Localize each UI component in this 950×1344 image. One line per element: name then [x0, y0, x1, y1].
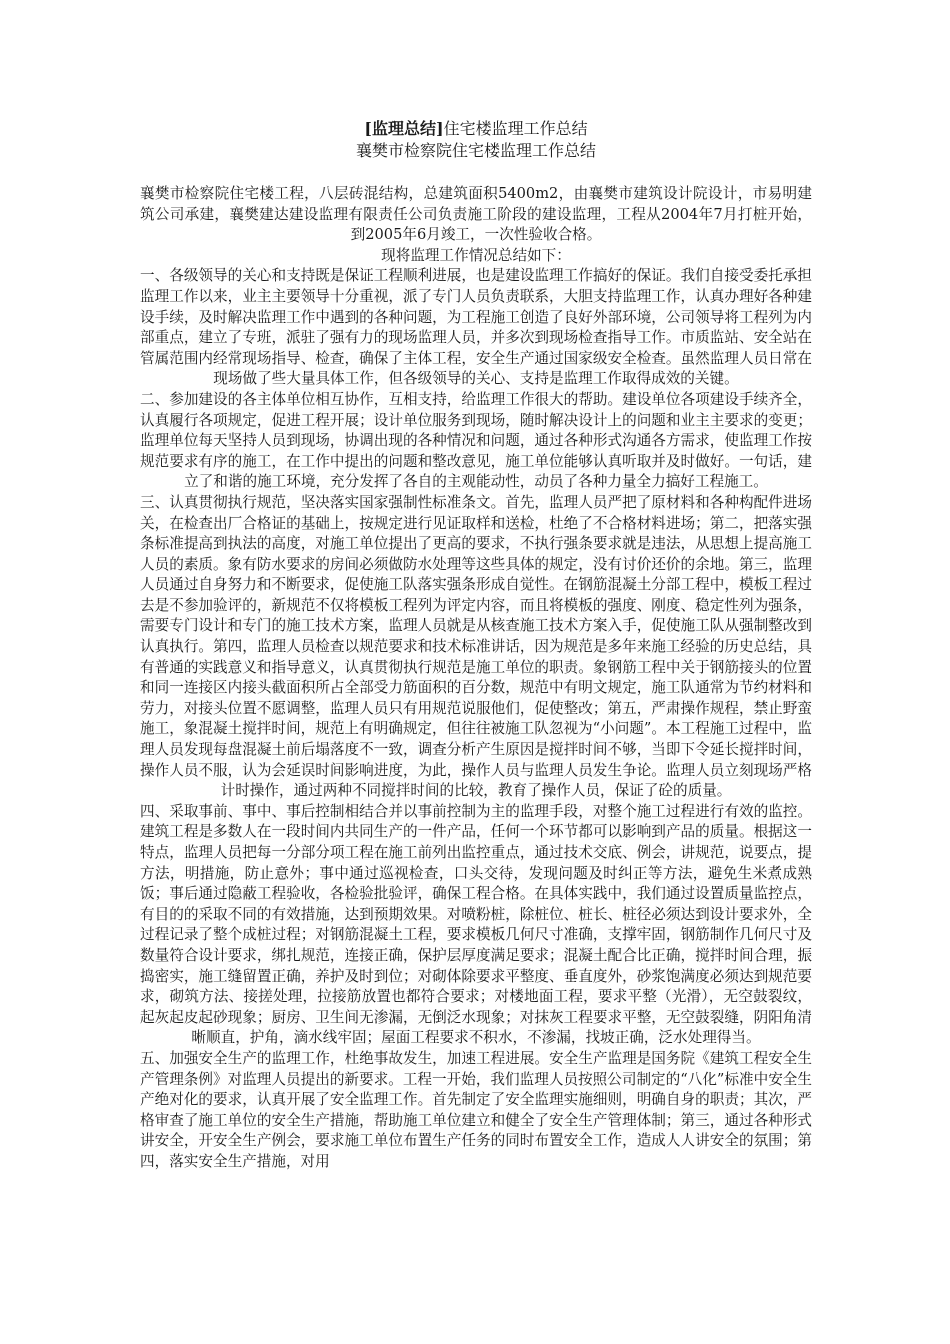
document-page [140, 118, 812, 1173]
title-text: 住宅楼监理工作总结 [443, 119, 588, 138]
lead-line: 现将监理工作情况总结如下： [381, 246, 571, 264]
document-title [140, 118, 812, 140]
paragraph-3: 三、认真贯彻执行规范，坚决落实国家强制性标准条文。首先，监理人员严把了原材料和各种构配件进场关，在检查出厂合格证的基础上，按规定进行见证取样和送检，杜绝了不合格材料进场；第二，把落实强条标准提高到执法的高度，对施工单位提出了更高的要求，不执行强条要求就是违法，从思想上提高施工人员的素质。象有防水要求的房间必须做防水处理等这些具体的规定，没有讨价还价的余地。第三，监理人员通过自身努力和不断要求，促使施工队落实强条形成自觉性。在钢筋混凝土分部工程中，模板工程过去是不参加验评的，新规范不仅将模板工程列为评定内容，而且将模板的强度、刚度、稳定性列为强条，需要专门设计和专门的施工技术方案，监理人员就是从核查施工技术方案入手，促使施工队从强制整改到认真执行。第四，监理人员检查以规范要求和技术标准讲话，因为规范是多年来施工经验的历史总结，具有普通的实践意义和指导意义，认真贯彻执行规范是施工单位的职责。象钢筋工程中关于钢筋接头的位置和同一连接区内接头截面积所占全部受力筋面积的百分数，规范中有明文规定，施工队通常为节约材料和劳力，对接头位置不愿调整，监理人员只有用规范说服他们，促使整改；第五，严肃操作规程，禁止野蛮施工，象混凝土搅拌时间，规范上有明确规定，但往往被施工队忽视为“小问题”。本工程施工过程中，监理人员发现每盘混凝土前后塌落度不一致，调查分析产生原因是搅拌时间不够，当即下令延长搅拌时间，操作人员不服，认为会延误时间影响进度，为此，操作人员与监理人员发生争论。监理人员立刻现场严格计时操作，通过两种不同搅拌时间的比较，教育了操作人员，保证了砼的质量。 [140, 493, 812, 800]
paragraph-5: 五、加强安全生产的监理工作，杜绝事故发生，加速工程进展。安全生产监理是国务院《建筑工程安全生产管理条例》对监理人员提出的新要求。工程一开始，我们监理人员按照公司制定的“八化”标准中安全生产绝对化的要求，认真开展了安全监理工作。首先制定了安全监理实施细则，明确自身的职责；其次，严格审查了施工单位的安全生产措施，帮助施工单位建立和健全了安全生产管理体制；第三，通过各种形式讲安全，开安全生产例会，要求施工单位布置生产任务的同时布置安全工作，造成人人讲安全的氛围；第四，落实安全生产措施，对用 [140, 1049, 812, 1170]
paragraph-2: 二、参加建设的各主体单位相互协作，互相支持，给监理工作很大的帮助。建设单位各项建设手续齐全，认真履行各项规定，促进工程开展；设计单位服务到现场，随时解决设计上的问题和业主主要求的变更；监理单位每天坚持人员到现场，协调出现的各种情况和问题，通过各种形式沟通各方需求，使监理工作按规范要求有序的施工，在工作中提出的问题和整改意见，施工单位能够认真听取并及时做好。一句话，建立了和谐的施工环境，充分发挥了各自的主观能动性，动员了各种力量全力搞好工程施工。 [140, 390, 812, 491]
document-subtitle: 襄樊市检察院住宅楼监理工作总结 [355, 141, 596, 160]
title-tag: [监理总结] [364, 119, 444, 138]
paragraph-4: 四、采取事前、事中、事后控制相结合并以事前控制为主的监理手段，对整个施工过程进行有效的监控。建筑工程是多数人在一段时间内共同生产的一件产品，任何一个环节都可以影响到产品的质量。根据这一特点，监理人员把每一分部分项工程在施工前列出监控重点，通过技术交底、例会，讲规范，说要点，提方法，明措施，防止意外；事中通过巡视检查，口头交待，发现问题及时纠正等方法，避免生米煮成熟饭；事后通过隐蔽工程验收，各检验批验评，确保工程合格。在具体实践中，我们通过设置质量监控点，有目的的采取不同的有效措施，达到预期效果。对喷粉桩，除桩位、桩长、桩径必须达到设计要求外，全过程记录了整个成桩过程；对钢筋混凝土工程，要求模板几何尺寸准确，支撑牢固，钢筋制作几何尺寸及数量符合设计要求，绑扎规范，连接正确，保护层厚度满足要求；混凝土配合比正确，搅拌时间合理，振捣密实，施工缝留置正确，养护及时到位；对砌体除要求平整度、垂直度外，砂浆饱满度必须达到规范要求，砌筑方法、接搓处理，拉接筋放置也都符合要求；对楼地面工程，要求平整（光滑），无空鼓裂纹，起灰起皮起砂现象；厨房、卫生间无渗漏，无倒泛水现象；对抹灰工程要求平整，无空鼓裂缝，阴阳角清晰顺直，护角，滴水线牢固；屋面工程要求不积水，不渗漏，找坡正确，泛水处理得当。 [140, 802, 812, 1047]
paragraph-1: 一、各级领导的关心和支持既是保证工程顺利进展，也是建设监理工作搞好的保证。我们自接受委托承担监理工作以来，业主主要领导十分重视，派了专门人员负责联系，大胆支持监理工作，认真办理好各种建设手续，及时解决监理工作中遇到的各种问题，为工程施工创造了良好外部环境，公司领导将工程列为内部重点，建立了专班，派驻了强有力的现场监理人员，并多次到现场检查指导工作。市质监站、安全站在管属范围内经常现场指导、检查，确保了主体工程，安全生产通过国家级安全检查。虽然监理人员日常在现场做了些大量具体工作，但各级领导的关心、支持是监理工作取得成效的关键。 [140, 267, 812, 388]
intro-paragraph: 襄樊市检察院住宅楼工程，八层砖混结构，总建筑面积5400m2，由襄樊市建筑设计院设计，市易明建筑公司承建，襄樊建达建设监理有限责任公司负责施工阶段的建设监理，工程从2004年7月打桩开始，到2005年6月竣工，一次性验收合格。 [140, 185, 812, 244]
